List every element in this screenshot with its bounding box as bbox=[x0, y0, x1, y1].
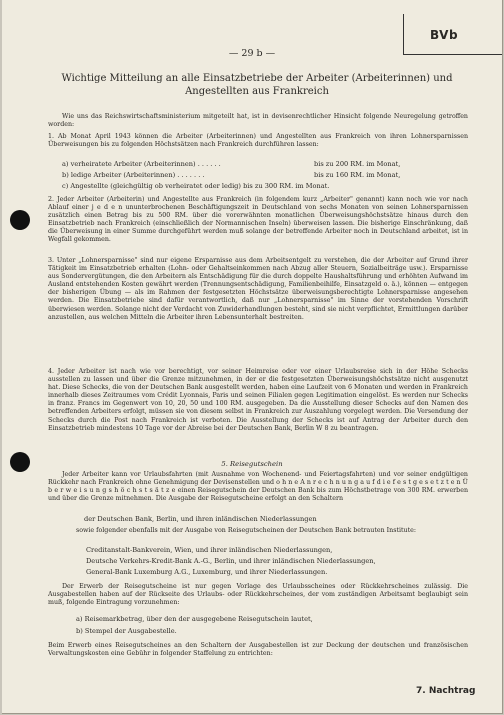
page-number: — 29 b — bbox=[228, 48, 276, 59]
paragraph-4: 4. Jeder Arbeiter ist nach wie vor berechtigt, vor seiner Heimreise oder vor einer Urlaubsreise sich in der Höhe Schecks ausstellen zu lassen und über die Grenze mitzunehmen, in der er die festgesetzten Überweisungshöchstsätze nicht ausgenutzt hat. Diese Schecks, die von der Deutschen Bank ausgestellt werden, haben eine Laufzeit von 6 Monaten und werden in Frankreich innerhalb dieses Zeitraumes vom Crédit Lyonnais, Paris und seinen Filialen gegen Legitimation eingelöst. Es werden nur Schecks in franz. Francs im Gegenwert von 10, 20, 50 und 100 RM. ausgegeben. Da die Ausstellung dieser Schecks auf den Namen des betreffenden Arbeiters erfolgt, müssen sie von diesem selbst in Frankreich zur Auszahlung vorgelegt werden. Die Versendung der Schecks durch die Post nach Frankreich ist verboten. Die Ausstellung der Schecks ist auf Antrag der Arbeiter durch den Einsatzbetrieb mindestens 10 Tage vor der Abreise bei der Deutschen Bank, Berlin W 8 zu beantragen. bbox=[48, 368, 468, 432]
stamp-label: BVb bbox=[430, 28, 459, 42]
title-line-1: Wichtige Mitteilung an alle Einsatzbetriebe der Arbeiter (Arbeiterinnen) und bbox=[61, 73, 453, 84]
paragraph-6: Der Erwerb der Reisegutscheine ist nur gegen Vorlage des Urlaubsscheines oder Rückkehrscheines zulässig. Die Ausgabestellen haben auf der Rückseite des Urlaubs- oder Rückkehrscheines, der vom zuständigen Arbeitsamt beglaubigt sein muß, folgende Eintragung vorzunehmen: bbox=[48, 583, 468, 607]
bank-item: General-Bank Luxemburg A.G., Luxemburg, und ihrer Niederlassungen. bbox=[86, 568, 328, 576]
bank-line: der Deutschen Bank, Berlin, und ihren inländischen Niederlassungen bbox=[84, 515, 317, 523]
bank-item: Deutsche Verkehrs-Kredit-Bank A.-G., Berlin, und ihrer inländischen Niederlassungen, bbox=[86, 557, 376, 565]
intro-paragraph: Wie uns das Reichswirtschaftsministerium mitgeteilt hat, ist in devisenrechtlicher Hinsicht folgende Neuregelung getroffen worden: bbox=[48, 113, 468, 129]
sub-list-item: a) Reisemarkbetrag, über den der ausgegebene Reisegutschein lautet, bbox=[76, 615, 313, 623]
paragraph-5: Jeder Arbeiter kann vor Urlaubsfahrten (mit Ausnahme von Wochenend- und Feiertagsfahrten) und vor seiner endgültigen Rückkehr nach Frankreich ohne Genehmigung der Devisenstellen und o h n e A n r e c h n u n g a u f d i e f e s t g e s e t z t e n Ü b e r w e i s u n g s h ö c h s t s ä t z e einen Reisegutschein der Deutschen Bank bis zum Höchstbetrage von 300 RM. erwerben und über die Grenze mitnehmen. Die Ausgabe der Reisegutscheine erfolgt an den Schaltern bbox=[48, 471, 468, 503]
footer-note: 7. Nachtrag bbox=[416, 686, 476, 696]
document-page bbox=[2, 0, 503, 714]
bank-item: Creditanstalt-Bankverein, Wien, und ihrer inländischen Niederlassungen, bbox=[86, 546, 333, 554]
list-item: a) verheiratete Arbeiter (Arbeiterinnen) . . . . . . bbox=[62, 160, 221, 168]
list-item-amount: bis zu 160 RM. im Monat, bbox=[314, 171, 401, 179]
paragraph-3: 3. Unter „Lohnersparnisse" sind nur eigene Ersparnisse aus dem Arbeitsentgelt zu verstehen, die der Arbeiter auf Grund ihrer Tätigkeit im Einsatzbetrieb erhalten (Lohn- oder Gehaltseinkommen nach Abzug aller Steuern, Sozialbeiträge usw.). Ersparnisse aus Sondervergütungen, die den Arbeitern als Entschädigung für die durch doppelte Haushaltsführung und erhöhten Aufwand im Ausland entstehenden Kosten gewährt werden (Trennungsentschädigung, Familienbeihilfe, Einsatzgeld o. ä.), können — entgegen der bisherigen Übung — als im Rahmen der festgesetzten Höchstsätze überweisungsberechtigte Lohnersparnisse angesehen werden. Die Einsatzbetriebe sind dafür verantwortlich, daß nur „Lohnersparnisse" im Sinne der vorstehenden Vorschrift überwiesen werden. Solange nicht der Verdacht von Zuwiderhandlungen besteht, sind sie nicht verpflichtet, Ermittlungen darüber anzustellen, aus welchen Mitteln die Arbeiter ihren Lebensunterhalt bestreiten. bbox=[48, 257, 468, 321]
sub-list-item: b) Stempel der Ausgabestelle. bbox=[76, 627, 177, 635]
paragraph-7: Beim Erwerb eines Reisegutscheines an den Schaltern der Ausgabestellen ist zur Deckung der deutschen und französischen Verwaltungskosten eine Gebühr in folgender Staffelung zu entrichten: bbox=[48, 642, 468, 658]
title-line-2: Angestellten aus Frankreich bbox=[185, 86, 329, 97]
punch-hole bbox=[10, 210, 30, 230]
paragraph-2: 2. Jeder Arbeiter (Arbeiterin) und Angestellte aus Frankreich (in folgendem kurz „Arbeiter" genannt) kann noch wie vor nach Ablauf einer j e d e n ununterbrochenen Beschäftigungszeit in Deutschland von sechs Monaten von seinen Lohnersparnissen zusätzlich einen Betrag bis zu 500 RM. über die vorerwähnten monatlichen Überweisungshöchstsätze hinaus durch den Einsatzbetrieb nach Frankreich (einschließlich der Normannischen Inseln) überweisen lassen. Die bisherige Einschränkung, daß die Überweisung in einer Summe durchgeführt werden muß solange der betreffende Arbeiter noch in Deutschland arbeitet, ist in Wegfall gekommen. bbox=[48, 196, 468, 244]
paragraph-1: 1. Ab Monat April 1943 können die Arbeiter (Arbeiterinnen) und Angestellten aus Frankreich von ihren Lohnersparnissen Überweisungen bis zu folgenden Höchstsätzen nach Frankreich durchführen lassen: bbox=[48, 133, 468, 149]
section-title: 5. Reisegutschein bbox=[221, 460, 283, 468]
also-line: sowie folgender ebenfalls mit der Ausgabe von Reisegutscheinen der Deutschen Bank betrauten Institute: bbox=[76, 527, 416, 534]
list-item-amount: bis zu 200 RM. im Monat, bbox=[314, 160, 401, 168]
list-item: c) Angestellte (gleichgültig ob verheiratet oder ledig) bis zu 300 RM. im Monat. bbox=[62, 182, 330, 190]
document-title bbox=[42, 72, 472, 98]
list-item: b) ledige Arbeiter (Arbeiterinnen) . . . . . . . bbox=[62, 171, 205, 179]
